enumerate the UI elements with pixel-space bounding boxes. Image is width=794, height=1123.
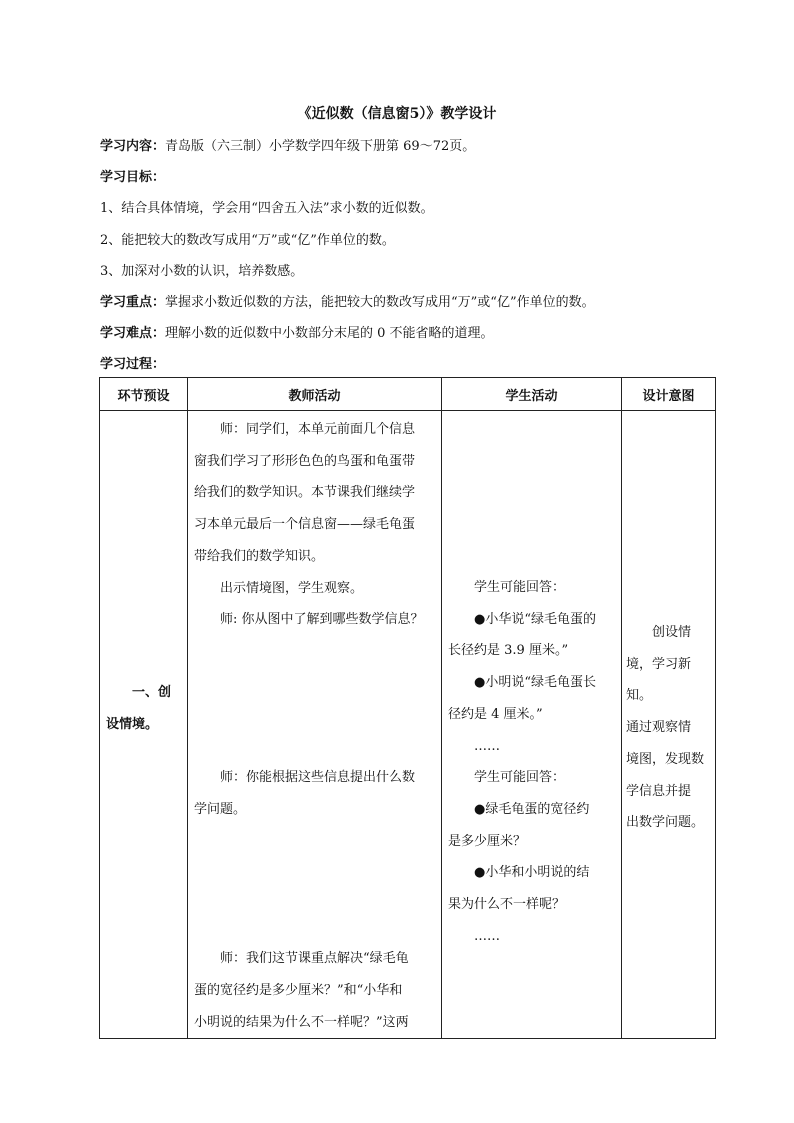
- teacher-line: 带给我们的数学知识。: [194, 548, 325, 564]
- student-line: 径约是 4 厘米。”: [448, 706, 543, 722]
- student-line: ●绿毛龟蛋的宽径约: [474, 801, 590, 817]
- goals-label-text: 学习目标：: [100, 170, 166, 185]
- page-title: 《近似数（信息窗5）》教学设计: [297, 106, 497, 122]
- content-label: 学习内容：: [100, 139, 166, 154]
- stage-line: 一、创: [132, 685, 172, 700]
- key-label: 学习重点：: [100, 295, 166, 310]
- header-intent: 设计意图: [622, 378, 716, 411]
- difficulty-text: 理解小数的近似数中小数部分末尾的 0 不能省略的道理。: [165, 326, 494, 341]
- goals-label: [100, 166, 165, 185]
- teacher-line: 小明说的结果为什么不一样呢？”这两: [194, 1014, 409, 1030]
- table-row: [100, 411, 716, 1039]
- student-line: ●小华说“绿毛龟蛋的: [474, 611, 596, 627]
- goal-item: 1、结合具体情境，学会用“四舍五入法”求小数的近似数。: [100, 201, 434, 216]
- teacher-line: 蛋的宽径约是多少厘米？”和“小华和: [194, 983, 403, 999]
- teacher-line: 师：你能根据这些信息提出什么数: [220, 769, 416, 785]
- student-line: ●小明说“绿毛龟蛋长: [474, 675, 596, 691]
- header-student: 学生活动: [442, 378, 622, 411]
- intent-line: 创设情: [652, 625, 692, 640]
- teacher-line: 出示情境图，学生观察。: [220, 580, 364, 596]
- content-line: [100, 135, 475, 154]
- student-cell: [442, 411, 622, 1039]
- table-header-row: [100, 378, 716, 411]
- student-line: 学生可能回答：: [474, 580, 566, 595]
- difficulty-line: [100, 322, 494, 341]
- content-text: 青岛版（六三制）小学数学四年级下册第 69～72页。: [165, 139, 476, 154]
- teacher-line: 给我们的数学知识。本节课我们继续学: [194, 485, 416, 501]
- student-line: ●小华和小明说的结: [474, 865, 590, 881]
- teacher-cell: [188, 411, 442, 1039]
- student-line: ……: [474, 738, 500, 754]
- goal-item: 2、能把较大的数改写成用“万”或“亿”作单位的数。: [100, 233, 395, 248]
- teacher-line: 窗我们学习了形形色色的鸟蛋和龟蛋带: [194, 453, 416, 469]
- difficulty-label: 学习难点：: [100, 326, 166, 341]
- intent-line: 境图，发现数: [626, 751, 705, 767]
- student-line: ……: [474, 928, 500, 944]
- teacher-line: 师：我们这节课重点解决“绿毛龟: [220, 951, 409, 967]
- student-line: 长径约是 3.9 厘米。”: [448, 643, 569, 659]
- student-line: 果为什么不一样呢？: [448, 897, 566, 913]
- lesson-table: [99, 377, 716, 1039]
- teacher-line: 师: 你从图中了解到哪些数学信息？: [220, 612, 424, 628]
- header-teacher: 教师活动: [188, 378, 442, 411]
- teacher-line: 师：同学们，本单元前面几个信息: [220, 422, 416, 437]
- stage-line: 设情境。: [106, 716, 159, 732]
- student-line: 学生可能回答：: [474, 770, 566, 786]
- intent-line: 境，学习新知。: [626, 656, 692, 704]
- goal-item: 3、加深对小数的认识，培养数感。: [100, 264, 304, 279]
- intent-line: 出数学问题。: [626, 815, 705, 831]
- intent-line: 学信息并提: [626, 783, 692, 799]
- student-line: 是多少厘米？: [448, 833, 527, 849]
- key-line: [100, 291, 595, 310]
- header-stage: 环节预设: [100, 378, 188, 411]
- teacher-line: 习本单元最后一个信息窗——绿毛龟蛋: [194, 517, 416, 533]
- intent-cell: [622, 411, 716, 1039]
- intent-line: 通过观察情: [626, 720, 692, 736]
- stage-cell: [100, 411, 188, 1039]
- process-label: [100, 353, 165, 372]
- key-text: 掌握求小数近似数的方法，能把较大的数改写成用“万”或“亿”作单位的数。: [165, 295, 595, 310]
- process-label-text: 学习过程：: [100, 357, 166, 372]
- teacher-line: 学问题。: [194, 801, 247, 817]
